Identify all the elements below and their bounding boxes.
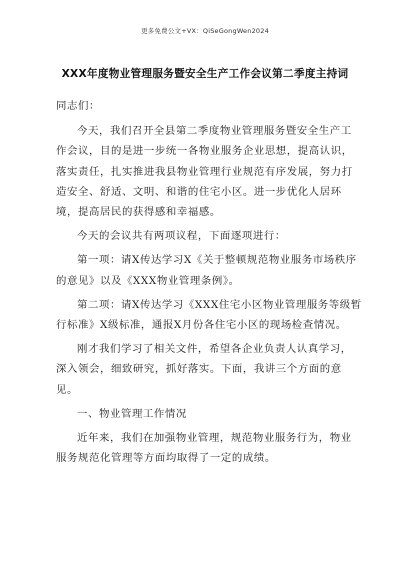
document-title: XXX年度物业管理服务暨安全生产工作会议第二季度主持词 xyxy=(61,68,349,80)
salutation: 同志们： xyxy=(56,100,100,112)
paragraph-agenda: 今天的会议共有两项议程，下面逐项进行： xyxy=(77,230,286,243)
paragraph-section-body: 近年来，我们在加强物业管理，规范物业服务行为，物业服务规范化管理等方面均取得了一定的成绩。 xyxy=(56,432,352,465)
paragraph-item-two: 第二项：请X传达学习《XXX住宅小区物业管理服务等级暂行标准》X级标准，通报X月份各住宅小区的现场检查情况。 xyxy=(56,298,362,332)
paragraph-item-one: 第一项：请X传达学习X《关于整顿规范物业服务市场秩序的意见》以及《XXX物业管理条例》。 xyxy=(56,254,357,287)
paragraph-remarks: 刚才我们学习了相关文件，希望各企业负责人认真学习，深入领会，细致研究，抓好落实。下面，我讲三个方面的意见。 xyxy=(56,343,352,396)
section-heading: 一、物业管理工作情况 xyxy=(77,407,187,420)
header-note: 更多免费公文+VX：QiSeGongWen2024 xyxy=(141,27,269,35)
paragraph-intro: 今天，我们召开全县第二季度物业管理服务暨安全生产工作会议，目的是进一步统一各物业服务企业思想，提高认识，落实责任，扎实推进我县物业管理行业规范有序发展，努力打造安全、舒适、文明、和谐的住宅小区。进一步优化人居环境，提高居民的获得感和幸福感。 xyxy=(56,125,353,219)
document-body xyxy=(56,96,362,468)
